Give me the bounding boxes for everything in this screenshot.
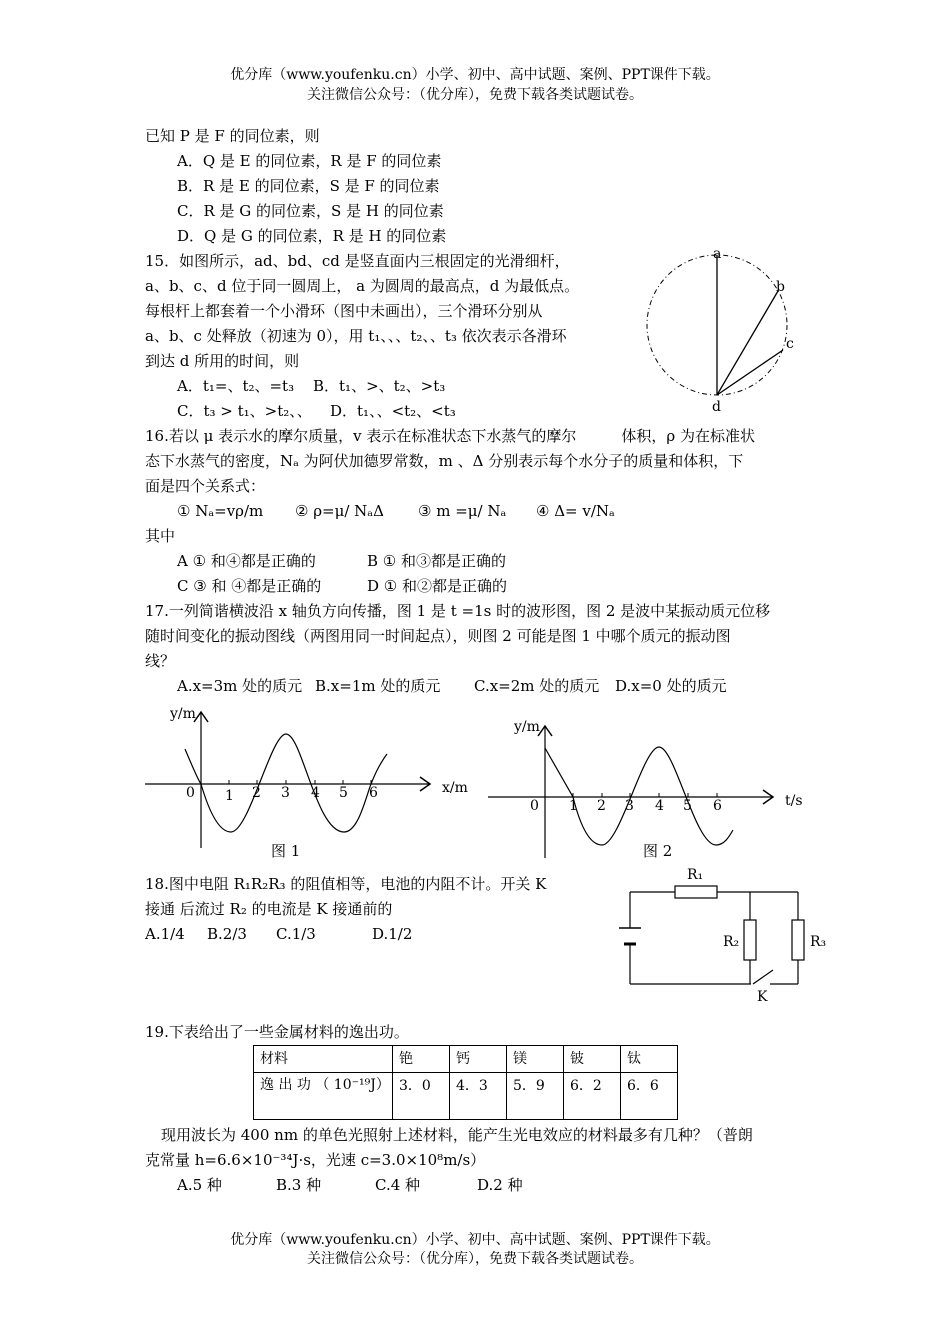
table-header-cell: 铍 xyxy=(564,1046,621,1073)
work-function-table xyxy=(253,1045,678,1120)
table-header-row xyxy=(254,1046,678,1073)
label-r2: R₂ xyxy=(723,934,740,950)
fig1-tick-5: 5 xyxy=(339,785,348,801)
q16-among: 其中 xyxy=(145,527,176,545)
q19-line-1: 现用波长为 400 nm 的单色光照射上述材料，能产生光电效应的材料最多有几种？（普朗 xyxy=(161,1126,753,1144)
q17-line-2: 随时间变化的振动图线（两图用同一时间起点），则图 2 可能是图 1 中哪个质元的振动图 xyxy=(145,627,731,645)
table-header-cell: 镁 xyxy=(507,1046,564,1073)
fig2-tick-0: 0 xyxy=(530,798,539,814)
q14-option-c: C．R 是 G 的同位素，S 是 H 的同位素 xyxy=(177,202,444,220)
q16-option-d: D ① 和②都是正确的 xyxy=(367,577,508,595)
fig1-tick-0: 0 xyxy=(186,785,195,801)
footer-line-1: 优分库（www.youfenku.cn）小学、初中、高中试题、案例、PPT课件下载。 xyxy=(230,1232,720,1248)
q16-formula-4: ④ Δ= v/Nₐ xyxy=(536,502,615,520)
q15-option-b: B．t₁、>、t₂、>t₃ xyxy=(313,377,446,395)
q19-line-2: 克常量 h=6.6×10⁻³⁴J·s，光速 c=3.0×10⁸m/s） xyxy=(145,1151,486,1169)
label-r1: R₁ xyxy=(687,867,704,883)
q16-formula-1: ① Nₐ=vρ/m xyxy=(177,502,264,520)
q17-option-a: A.x=3m 处的质元 xyxy=(177,677,303,695)
q14-option-d: D．Q 是 G 的同位素，R 是 H 的同位素 xyxy=(177,227,447,245)
q15-option-a: A．t₁=、t₂、=t₃ xyxy=(177,377,295,395)
q18-circuit-figure xyxy=(615,860,845,1005)
fig2-tick-1: 1 xyxy=(569,798,578,814)
table-header-cell: 钛 xyxy=(621,1046,678,1073)
fig2-y-label: y/m xyxy=(514,719,540,735)
q17-line-1: 17.一列简谐横波沿 x 轴负方向传播，图 1 是 t =1s 时的波形图，图 2 是波中某振动质元位移 xyxy=(145,602,771,620)
label-k: K xyxy=(757,989,768,1005)
fig2-caption: 图 2 xyxy=(643,842,673,860)
fig1-x-label: x/m xyxy=(442,780,468,796)
table-cell: 6．6 xyxy=(621,1073,678,1120)
label-r3: R₃ xyxy=(810,934,827,950)
q17-option-d: D.x=0 处的质元 xyxy=(615,677,727,695)
q16-option-a: A ① 和④都是正确的 xyxy=(177,552,316,570)
q18-option-a: A.1/4 xyxy=(145,925,185,943)
q16-formula-2: ② ρ=μ/ NₐΔ xyxy=(295,502,384,520)
fig2-x-label: t/s xyxy=(785,793,803,809)
q18-line-1: 18.图中电阻 R₁R₂R₃ 的阻值相等，电池的内阻不计。开关 K xyxy=(145,875,547,893)
q19-option-c: C.4 种 xyxy=(375,1176,421,1194)
q17-figure-2 xyxy=(485,710,815,865)
q15-option-d: D．t₁、、<t₂、<t₃ xyxy=(330,402,456,420)
resistor-r1 xyxy=(675,886,717,898)
q15-line-2: a、b、c、d 位于同一圆周上， a 为圆周的最高点，d 为最低点。 xyxy=(145,277,580,295)
label-c: c xyxy=(786,336,794,352)
q15-line-5: 到达 d 所用的时间，则 xyxy=(145,352,300,370)
q18-option-b: B.2/3 xyxy=(207,925,247,943)
q15-line-3: 每根杆上都套着一个小滑环（图中未画出），三个滑环分别从 xyxy=(145,302,543,320)
table-cell: 4．3 xyxy=(450,1073,507,1120)
fig1-tick-1: 1 xyxy=(225,788,234,804)
rod-bd xyxy=(717,291,778,395)
table-cell: 3．0 xyxy=(393,1073,450,1120)
header-line-2: 关注微信公众号：（优分库），免费下载各类试题试卷。 xyxy=(307,87,643,103)
fig1-y-label: y/m xyxy=(170,706,196,722)
table-row-label: 逸 出 功 （ 10⁻¹⁹J） xyxy=(254,1073,393,1120)
fig2-tick-2: 2 xyxy=(597,798,606,814)
q16-option-b: B ① 和③都是正确的 xyxy=(367,552,507,570)
fig1-tick-4: 4 xyxy=(311,785,320,801)
battery-icon xyxy=(619,928,641,944)
switch-k xyxy=(753,970,773,984)
table-cell: 6．2 xyxy=(564,1073,621,1120)
table-header-cell: 材料 xyxy=(254,1046,393,1073)
q18-option-c: C.1/3 xyxy=(276,925,316,943)
q16-line-2: 态下水蒸气的密度，Nₐ 为阿伏加德罗常数，m 、Δ 分别表示每个水分子的质量和体积，下 xyxy=(145,452,744,470)
q17-figure-1 xyxy=(140,700,480,865)
q16-line-3: 面是四个关系式： xyxy=(145,477,266,495)
label-b: b xyxy=(776,279,785,295)
q19-option-a: A.5 种 xyxy=(177,1176,222,1194)
fig1-tick-3: 3 xyxy=(281,785,290,801)
fig1-caption: 图 1 xyxy=(271,842,301,860)
label-a: a xyxy=(713,246,722,262)
fig1-tick-2: 2 xyxy=(252,785,261,801)
q14-tail: 已知 P 是 F 的同位素，则 xyxy=(145,127,320,145)
q16-option-c: C ③ 和 ④都是正确的 xyxy=(177,577,322,595)
q14-option-a: A．Q 是 E 的同位素，R 是 F 的同位素 xyxy=(177,152,442,170)
q14-option-b: B．R 是 E 的同位素，S 是 F 的同位素 xyxy=(177,177,440,195)
q18-line-2: 接通 后流过 R₂ 的电流是 K 接通前的 xyxy=(145,900,393,918)
q19-intro: 19.下表给出了一些金属材料的逸出功。 xyxy=(145,1023,409,1041)
q15-line-4: a、b、c 处释放（初速为 0），用 t₁、、、t₂、、t₃ 依次表示各滑环 xyxy=(145,327,567,345)
label-d: d xyxy=(712,399,721,415)
q15-circle-figure xyxy=(636,240,816,420)
footer-line-2: 关注微信公众号：（优分库），免费下载各类试题试卷。 xyxy=(307,1251,643,1267)
table-row xyxy=(254,1073,678,1120)
q16-line-1: 16.若以 μ 表示水的摩尔质量，v 表示在标准状态下水蒸气的摩尔 体积，ρ 为在标准状 xyxy=(145,427,755,445)
table-cell: 5．9 xyxy=(507,1073,564,1120)
fig2-tick-3: 3 xyxy=(625,798,634,814)
q15-line-1: 15．如图所示，ad、bd、cd 是竖直面内三根固定的光滑细杆， xyxy=(145,252,570,270)
resistor-r3 xyxy=(792,920,804,960)
fig2-tick-5: 5 xyxy=(683,798,692,814)
fig1-tick-6: 6 xyxy=(369,785,378,801)
rod-cd xyxy=(717,350,783,395)
q17-option-c: C.x=2m 处的质元 xyxy=(474,677,600,695)
header-line-1: 优分库（www.youfenku.cn）小学、初中、高中试题、案例、PPT课件下载。 xyxy=(230,67,720,83)
table-header-cell: 钙 xyxy=(450,1046,507,1073)
resistor-r2 xyxy=(744,920,756,960)
fig2-tick-4: 4 xyxy=(655,798,664,814)
q15-option-c: C．t₃ > t₁、>t₂、、 xyxy=(177,402,312,420)
q17-line-3: 线？ xyxy=(145,652,176,670)
table-header-cell: 铯 xyxy=(393,1046,450,1073)
q17-option-b: B.x=1m 处的质元 xyxy=(315,677,441,695)
q18-option-d: D.1/2 xyxy=(372,925,413,943)
fig2-tick-6: 6 xyxy=(713,798,722,814)
q16-formula-3: ③ m =μ/ Nₐ xyxy=(418,502,507,520)
q19-option-b: B.3 种 xyxy=(276,1176,322,1194)
q19-option-d: D.2 种 xyxy=(477,1176,523,1194)
